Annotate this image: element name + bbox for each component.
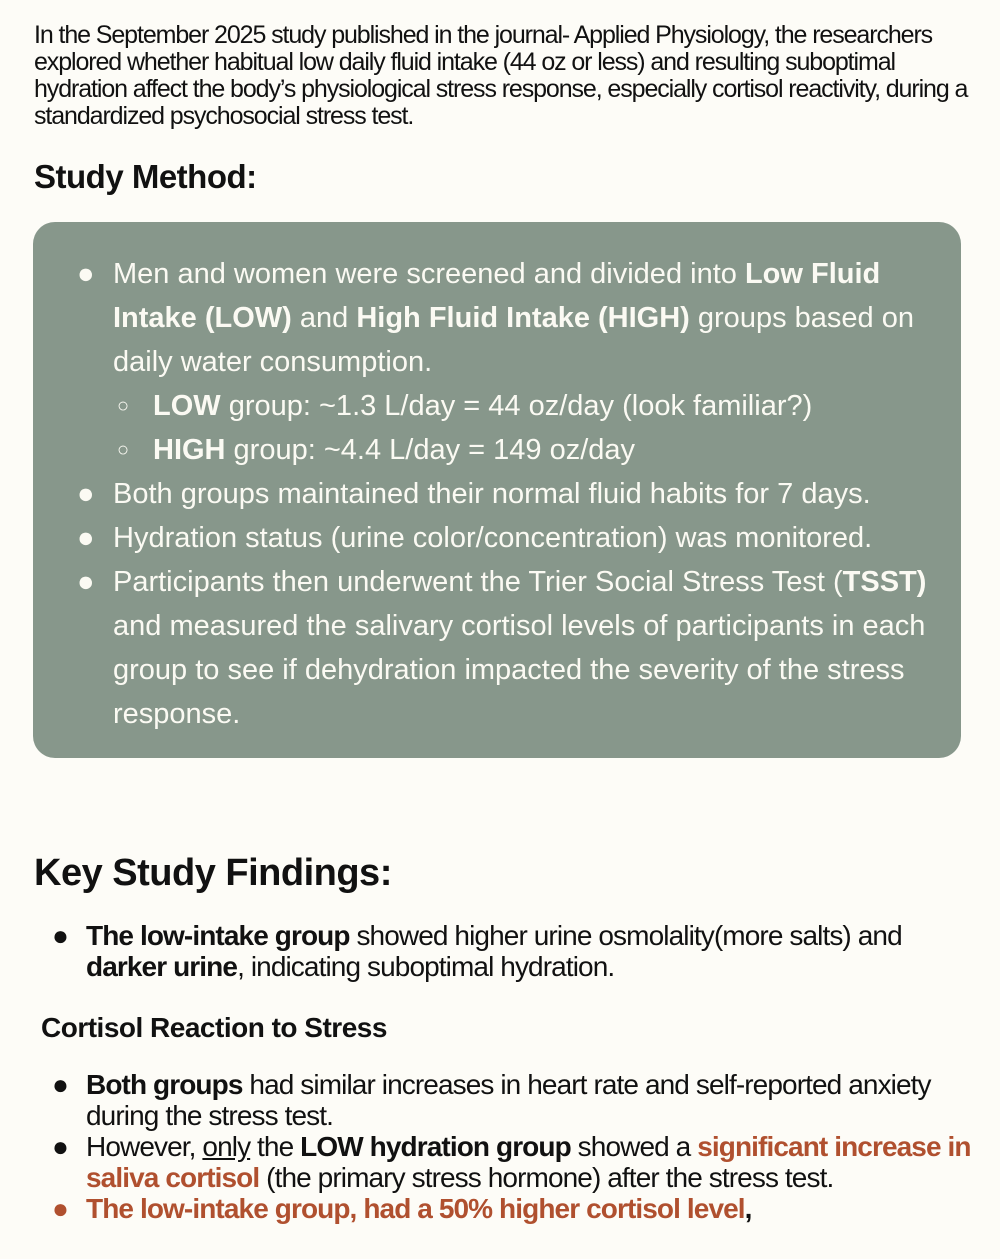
bullet-icon: ● — [52, 1131, 69, 1162]
bold-text: darker urine — [86, 951, 238, 982]
cortisol-list — [34, 1069, 974, 1224]
text: group: ~4.4 L/day = 149 oz/day — [225, 434, 636, 466]
bullet-icon: ● — [52, 1193, 69, 1224]
text: Hydration status (urine color/concentration) was monitored. — [113, 522, 873, 554]
key-findings-heading: Key Study Findings: — [34, 852, 392, 894]
bold-text: LOW hydration group — [300, 1131, 571, 1162]
bullet-icon: ● — [77, 522, 95, 554]
list-item — [33, 560, 961, 736]
highlight-text: significant increase in saliva cortisol — [86, 1131, 971, 1193]
text: However, — [86, 1131, 203, 1162]
text: the — [250, 1131, 301, 1162]
bold-text: LOW — [153, 390, 221, 422]
text: , indicating suboptimal hydration. — [237, 951, 615, 982]
bold-text: High Fluid Intake (HIGH) — [356, 302, 690, 334]
text: Participants then underwent the Trier Social Stress Test ( — [113, 566, 843, 598]
bold-text: The low-intake group — [86, 920, 350, 951]
bold-text: Low Fluid Intake (LOW) — [113, 258, 881, 334]
text: Men and women were screened and divided into — [113, 258, 745, 290]
sub-list-item — [33, 428, 961, 472]
text: and measured the salivary cortisol levels of participants in each group to see if dehydration impacted the severity of the stress response. — [113, 610, 926, 730]
text: , — [744, 1193, 752, 1224]
underlined-text: only — [202, 1131, 251, 1162]
list-item — [34, 1193, 974, 1224]
bullet-icon: ● — [52, 1069, 69, 1100]
study-method-heading: Study Method: — [34, 158, 257, 195]
list-item — [34, 920, 974, 982]
bullet-icon: ● — [77, 566, 95, 598]
findings-list — [34, 920, 974, 982]
text: (the primary stress hormone) after the stress test. — [259, 1162, 834, 1193]
text: showed a — [570, 1131, 698, 1162]
circle-bullet-icon: ○ — [117, 439, 130, 461]
list-item — [33, 516, 961, 560]
bold-text: TSST) — [842, 566, 927, 598]
findings-section — [34, 920, 974, 1224]
highlight-text: The low-intake group, had a 50% higher cortisol level — [86, 1193, 745, 1224]
text: had similar increases in heart rate and self-reported anxiety during the stress test. — [86, 1069, 931, 1131]
bullet-icon: ● — [77, 478, 95, 510]
intro-paragraph: In the September 2025 study published in the journal- Applied Physiology, the researchers explored whether habitual low daily fluid intake (44 oz or less) and resulting suboptimal hydration affect the body’s physiological stress response, especially cortisol reactivity, during a standardized psychosocial stress test. — [34, 21, 968, 130]
list-item — [34, 1131, 974, 1193]
cortisol-subheading: Cortisol Reaction to Stress — [41, 1012, 387, 1043]
bold-text: Both groups — [86, 1069, 243, 1100]
list-item — [34, 1069, 974, 1131]
sub-list-item — [33, 384, 961, 428]
list-item — [33, 252, 961, 384]
text: and — [291, 302, 357, 334]
bullet-icon: ● — [52, 920, 69, 951]
text: group: ~1.3 L/day = 44 oz/day (look familiar?) — [220, 390, 813, 422]
bold-text: HIGH — [153, 434, 226, 466]
study-method-box — [33, 222, 961, 758]
circle-bullet-icon: ○ — [117, 395, 130, 417]
list-item — [33, 472, 961, 516]
bullet-icon: ● — [77, 258, 95, 290]
text: groups based on daily water consumption. — [113, 302, 914, 378]
method-list — [33, 252, 961, 736]
text: showed higher urine osmolality(more salts) and — [349, 920, 902, 951]
text: Both groups maintained their normal fluid habits for 7 days. — [113, 478, 871, 510]
